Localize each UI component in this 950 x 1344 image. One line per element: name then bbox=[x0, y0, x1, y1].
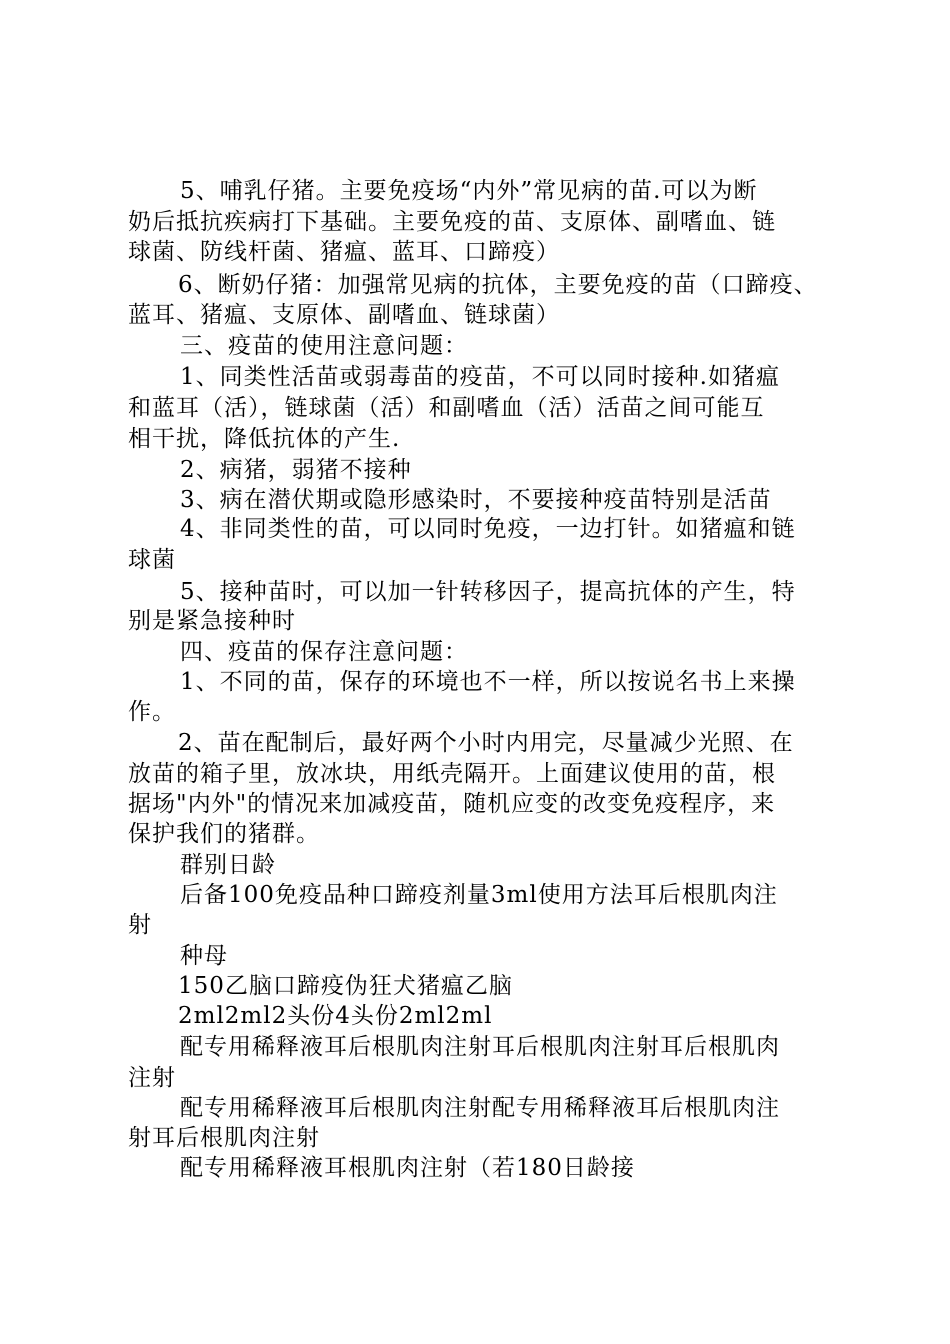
text-line: 保护我们的猪群。 bbox=[128, 821, 320, 847]
text-line: 4、非同类性的苗，可以同时免疫，一边打针。如猪瘟和链 bbox=[180, 516, 796, 542]
text-line: 注射 bbox=[128, 1065, 176, 1091]
text-line: 2、苗在配制后，最好两个小时内用完，尽量减少光照、在 bbox=[178, 730, 794, 756]
text-line: 球菌、防线杆菌、猪瘟、蓝耳、口蹄疫） bbox=[128, 239, 560, 265]
text-line: 6、断奶仔猪：加强常见病的抗体，主要免疫的苗（口蹄疫、 bbox=[178, 272, 818, 298]
text-line: 蓝耳、猪瘟、支原体、副嗜血、链球菌） bbox=[128, 302, 560, 328]
text-line: 5、接种苗时，可以加一针转移因子，提高抗体的产生，特 bbox=[180, 579, 796, 605]
text-line: 奶后抵抗疾病打下基础。主要免疫的苗、支原体、副嗜血、链 bbox=[128, 209, 776, 235]
text-line: 种母 bbox=[180, 943, 228, 969]
text-line: 配专用稀释液耳后根肌肉注射耳后根肌肉注射耳后根肌肉 bbox=[180, 1034, 780, 1060]
text-line: 放苗的箱子里，放冰块，用纸壳隔开。上面建议使用的苗，根 bbox=[128, 761, 776, 787]
text-line: 3、病在潜伏期或隐形感染时，不要接种疫苗特别是活苗 bbox=[180, 487, 772, 513]
section-heading: 四、疫苗的保存注意问题： bbox=[180, 639, 468, 665]
text-line: 配专用稀释液耳根肌肉注射（若180日龄接 bbox=[180, 1155, 635, 1181]
text-line: 1、不同的苗，保存的环境也不一样，所以按说名书上来操 bbox=[180, 669, 796, 695]
text-line: 作。 bbox=[128, 699, 176, 725]
text-line: 2、病猪，弱猪不接种 bbox=[180, 457, 412, 483]
text-line: 相干扰，降低抗体的产生. bbox=[128, 426, 401, 452]
text-line: 1、同类性活苗或弱毒苗的疫苗，不可以同时接种.如猪瘟 bbox=[180, 364, 780, 390]
text-line: 别是紧急接种时 bbox=[128, 608, 296, 634]
text-line: 群别日龄 bbox=[180, 852, 276, 878]
text-line: 和蓝耳（活），链球菌（活）和副嗜血（活）活苗之间可能互 bbox=[128, 395, 765, 421]
text-line: 球菌 bbox=[128, 547, 176, 573]
text-line: 射 bbox=[128, 912, 152, 938]
section-heading: 三、疫苗的使用注意问题： bbox=[180, 333, 468, 359]
text-line: 2ml2ml2头份4头份2ml2ml bbox=[178, 1003, 493, 1029]
text-line: 150乙脑口蹄疫伪狂犬猪瘟乙脑 bbox=[178, 973, 513, 999]
text-line: 5、哺乳仔猪。主要免疫场“内外”常见病的苗.可以为断 bbox=[180, 178, 758, 204]
text-line: 后备100免疫品种口蹄疫剂量3ml使用方法耳后根肌肉注 bbox=[180, 882, 778, 908]
text-line: 配专用稀释液耳后根肌肉注射配专用稀释液耳后根肌肉注 bbox=[180, 1095, 780, 1121]
text-line: 据场"内外"的情况来加减疫苗，随机应变的改变免疫程序，来 bbox=[128, 791, 776, 817]
text-line: 射耳后根肌肉注射 bbox=[128, 1125, 320, 1151]
